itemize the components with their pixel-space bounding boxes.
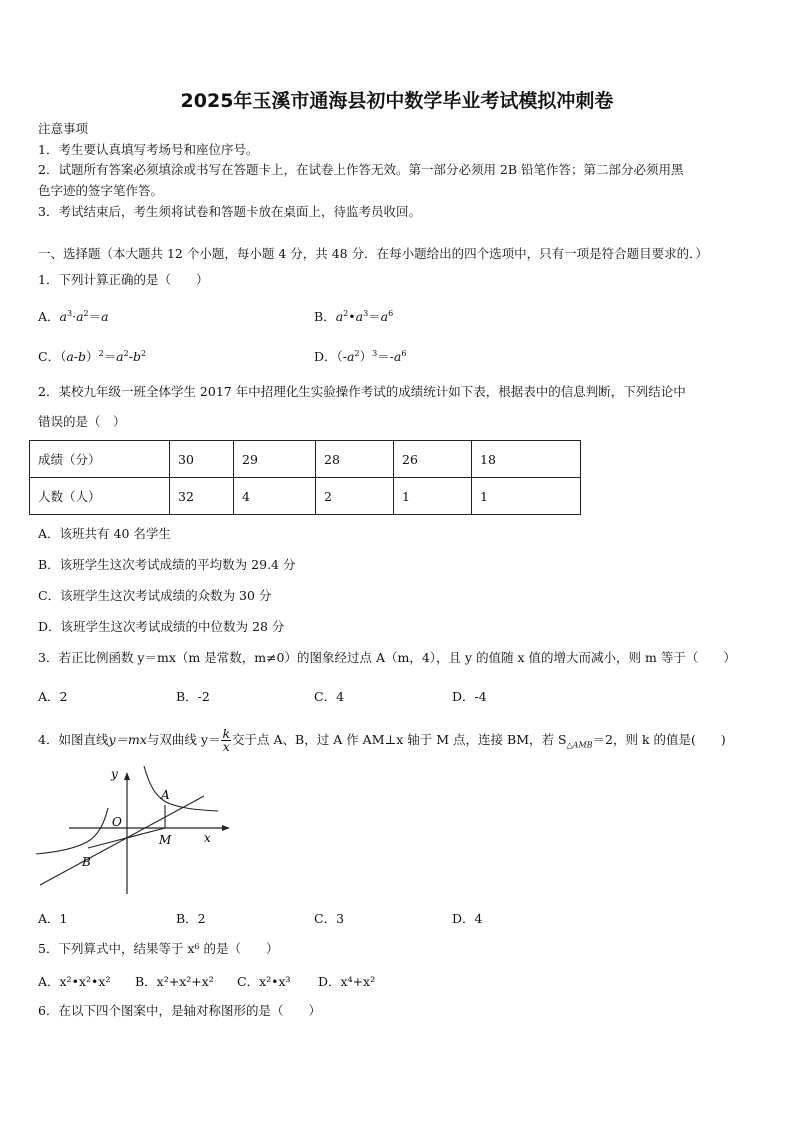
table-cell: 1	[472, 478, 581, 515]
q4-option-d: D．4	[452, 911, 483, 926]
q5-option-c: C．x²•x³	[237, 974, 291, 989]
table-cell: 30	[170, 441, 234, 478]
q5-option-d: D．x⁴+x²	[318, 974, 376, 989]
q5-option-a: A．x²•x²•x²	[38, 974, 111, 989]
q4-option-b: B．2	[176, 911, 206, 926]
table-row	[30, 478, 581, 515]
q2-option-a: A．该班共有 40 名学生	[38, 526, 171, 541]
question-6-stem: 6．在以下四个图案中，是轴对称图形的是（ ）	[38, 1003, 321, 1018]
point-a-label: A	[161, 788, 170, 802]
origin-label: O	[112, 815, 122, 829]
axis-label-x: x	[204, 831, 211, 845]
table-row	[30, 441, 581, 478]
question-4-stem: 4．如图直线y＝mx与双曲线 y＝ $\frac{k}{x}$ 交于点 A、B，过 A 作 AM⊥x 轴于 M 点，连接 BM，若 $S_{\triangle AMB}=2$，则 k 的值是( )	[38, 726, 726, 754]
axis-label-y: y	[111, 767, 118, 781]
point-m-label: M	[159, 833, 172, 847]
table-cell: 18	[472, 441, 581, 478]
table-cell: 26	[394, 441, 472, 478]
question-2-stem: 2．某校九年级一班全体学生 2017 年中招理化生实验操作考试的成绩统计如下表，根据表中的信息判断，下列结论中	[38, 384, 686, 399]
q3-option-a: A．2	[38, 689, 68, 704]
table-cell: 28	[316, 441, 394, 478]
q5-option-b: B．x²+x²+x²	[135, 974, 214, 989]
table-cell: 29	[234, 441, 316, 478]
score-table	[29, 440, 581, 515]
q1-option-a: A．$a^3\cdot a^2=a$	[38, 309, 109, 324]
table-cell: 成绩（分）	[30, 441, 170, 478]
question-2-stem-cont: 错误的是（ ）	[38, 414, 126, 429]
q3-option-d: D．-4	[452, 689, 487, 704]
q3-option-b: B．-2	[176, 689, 210, 704]
q3-option-c: C．4	[314, 689, 345, 704]
notice-item-2: 2．试题所有答案必须填涂或书写在答题卡上，在试卷上作答无效。第一部分必须用 2B 铅笔作答；第二部分必须用黑	[38, 162, 684, 177]
question-1-stem: 1．下列计算正确的是（ ）	[38, 272, 209, 287]
q2-option-c: C．该班学生这次考试成绩的众数为 30 分	[38, 588, 272, 603]
q1-option-b: B．$a^2•a^3=a^6$	[314, 309, 394, 324]
q2-option-d: D．该班学生这次考试成绩的中位数为 28 分	[38, 619, 285, 634]
table-cell: 人数（人）	[30, 478, 170, 515]
table-cell: 4	[234, 478, 316, 515]
q1-option-c: C．$(a-b)^2=a^2-b^2$	[38, 349, 147, 364]
page-title: 2025年玉溪市通海县初中数学毕业考试模拟冲刺卷	[180, 90, 614, 112]
table-cell: 32	[170, 478, 234, 515]
q4-option-c: C．3	[314, 911, 345, 926]
notice-item-2-cont: 色字迹的签字笔作答。	[38, 183, 164, 198]
notice-item-3: 3．考试结束后，考生须将试卷和答题卡放在桌面上，待监考员收回。	[38, 204, 421, 219]
point-b-label: B	[82, 855, 91, 869]
notice-item-1: 1．考生要认真填写考场号和座位序号。	[38, 142, 259, 157]
table-cell: 2	[316, 478, 394, 515]
question-3-stem: 3．若正比例函数 y＝mx（m 是常数，m≠0）的图象经过点 A（m，4），且 y 的值随 x 值的增大而减小，则 m 等于（ ）	[38, 650, 736, 665]
q2-option-b: B．该班学生这次考试成绩的平均数为 29.4 分	[38, 557, 296, 572]
q1-option-d: D．$(-a^2)^3=-a^6$	[314, 349, 407, 364]
table-cell: 1	[394, 478, 472, 515]
function-graph-figure	[36, 762, 236, 896]
question-5-stem: 5．下列算式中，结果等于 x⁶ 的是（ ）	[38, 941, 279, 956]
notice-heading: 注意事项	[38, 121, 89, 136]
q4-option-a: A．1	[38, 911, 68, 926]
section-heading: 一、选择题（本大题共 12 个小题，每小题 4 分，共 48 分．在每小题给出的四个选项中，只有一项是符合题目要求的．）	[38, 246, 708, 261]
